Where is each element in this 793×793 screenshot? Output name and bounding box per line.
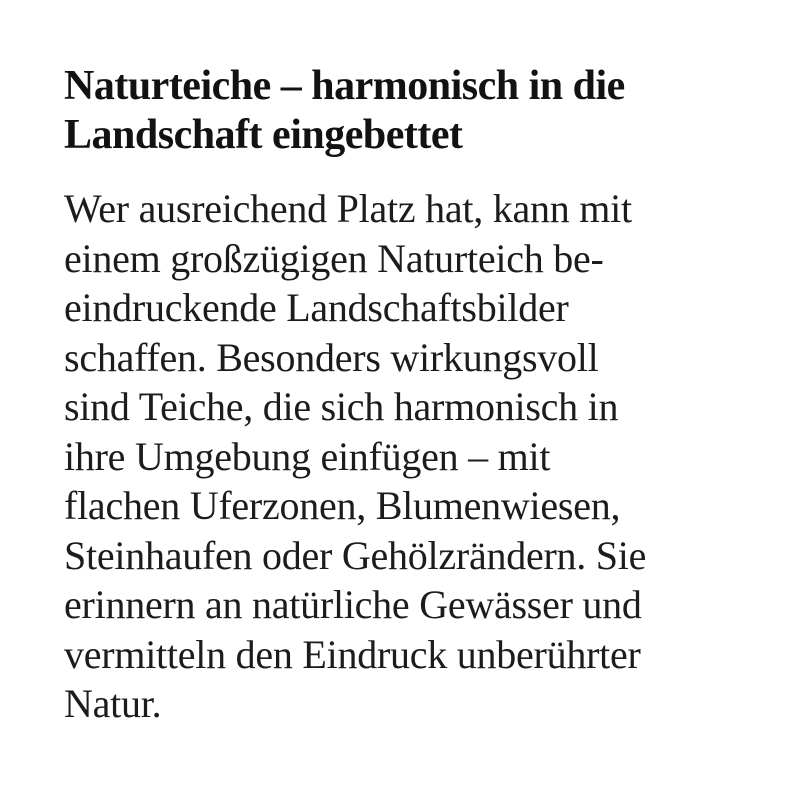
article-paragraph [64, 184, 763, 729]
body-line: Steinhaufen oder Gehölzrändern. Sie [64, 532, 647, 578]
heading-line: Landschaft eingebettet [64, 112, 463, 158]
body-line: einem großzügigen Naturteich be- [64, 235, 604, 281]
body-line: Wer ausreichend Platz hat, kann mit [64, 186, 632, 231]
body-line: eindruckende Landschaftsbilder [64, 285, 569, 330]
body-line: ihre Umgebung einfügen – mit [64, 433, 551, 479]
body-line: Natur. [64, 681, 162, 726]
page-title [64, 62, 763, 160]
body-line: schaffen. Besonders wirkungsvoll [64, 334, 599, 380]
body-line: erinnern an natürliche Gewässer und [64, 582, 642, 627]
body-line: sind Teiche, die sich harmonisch in [64, 384, 619, 429]
heading-line: Naturteiche – harmonisch in die [64, 63, 625, 109]
body-line: flachen Uferzonen, Blumenwiesen, [64, 483, 621, 528]
body-line: vermitteln den Eindruck unberührter [64, 631, 641, 677]
